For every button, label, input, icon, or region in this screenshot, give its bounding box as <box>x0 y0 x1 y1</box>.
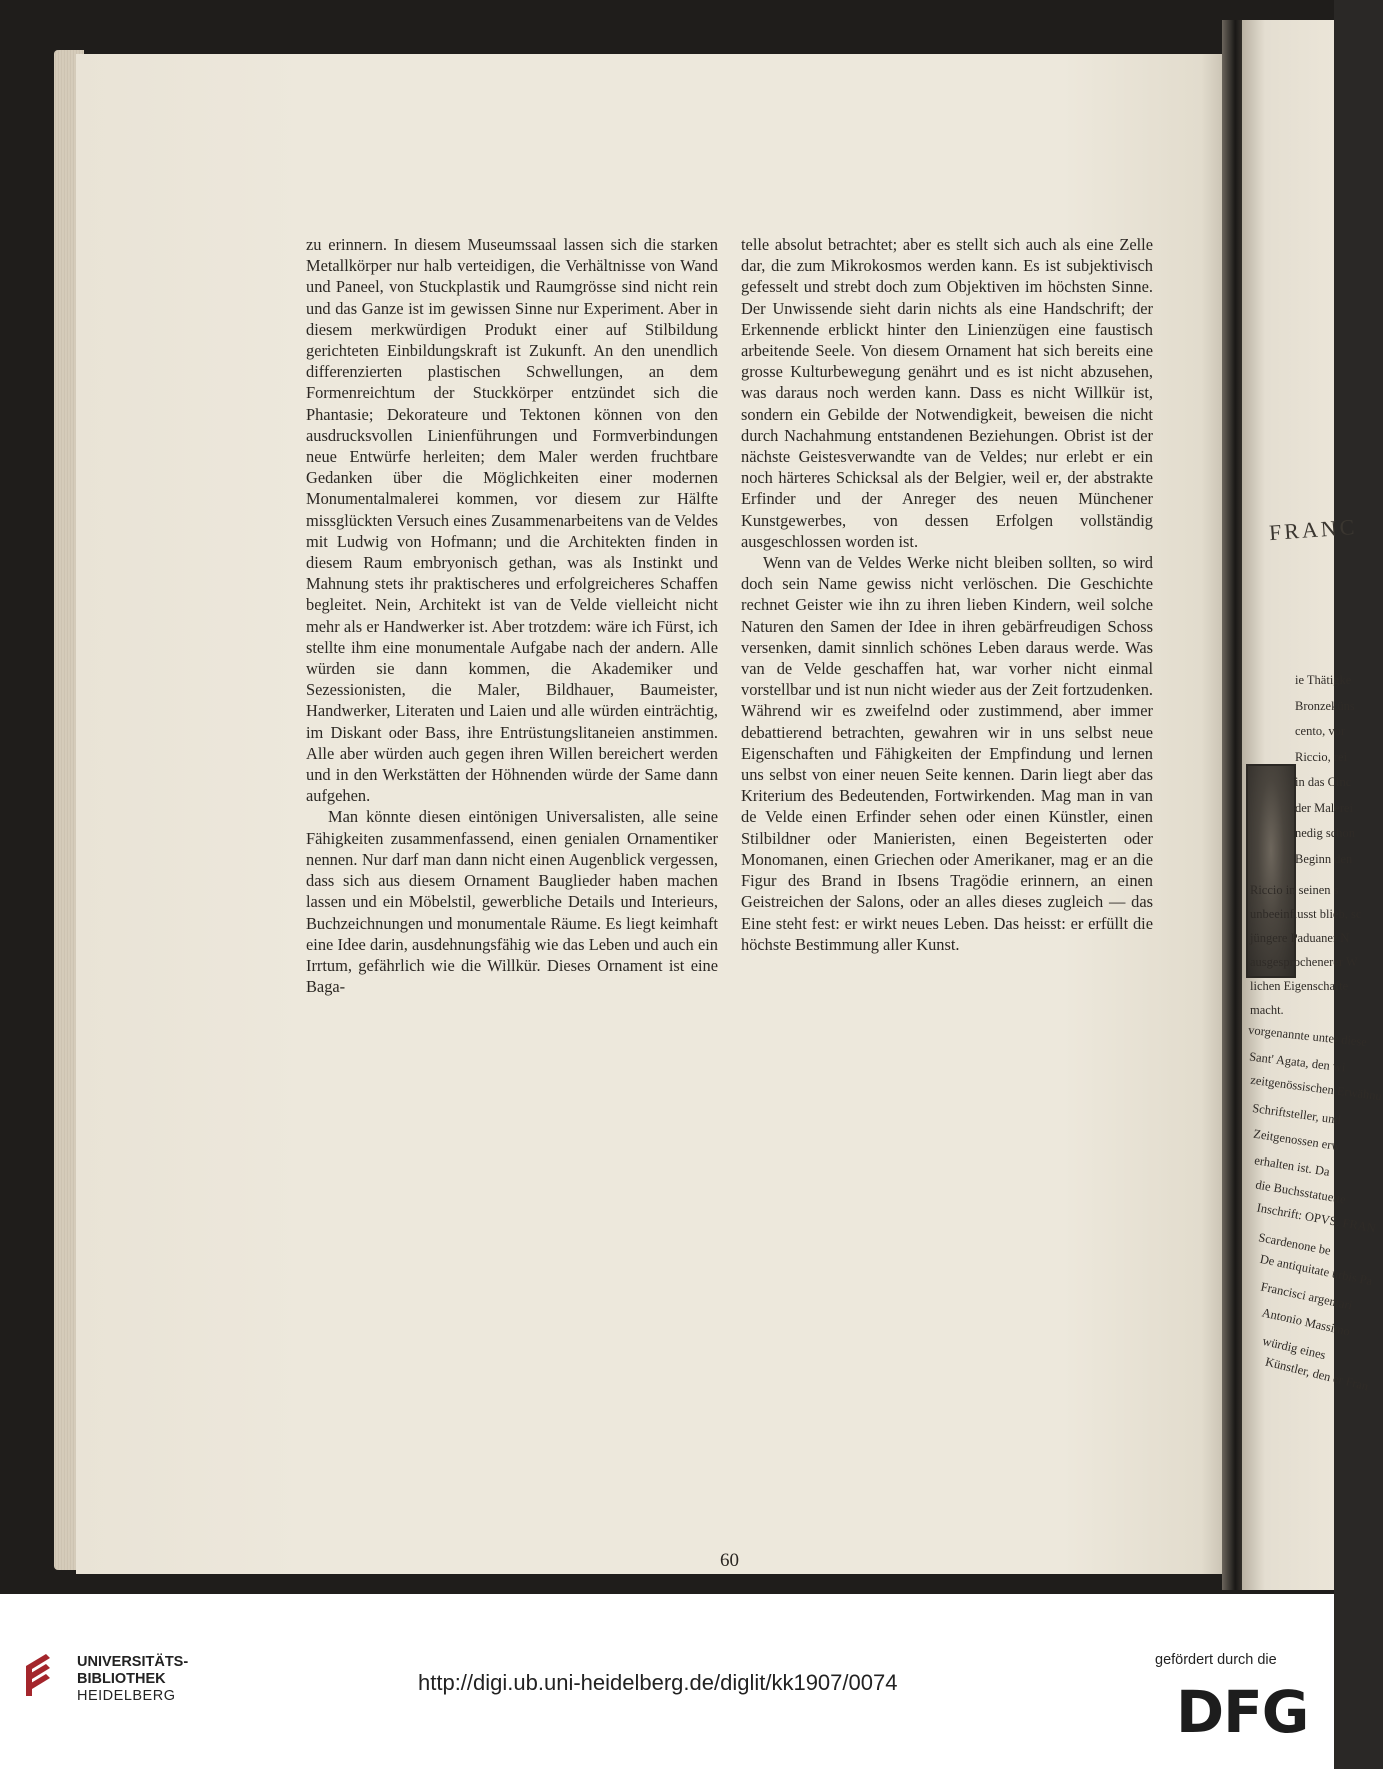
paragraph: telle absolut betrachtet; aber es stellt sich auch als eine Zelle dar, die zum Mikrokosmos werden kann. Es ist subjektivisch gefesselt und strebt doch zum Objektiven im höchsten Sinne. Der Unwissende sieht darin nichts als eine Handschrift; der Erkennende erblickt hinter den Linienzügen eine faustisch arbeitende Seele. Von diesem Ornament hat sich bereits eine grosse Kulturbewegung genährt und es ist nicht abzusehen, was daraus noch werden kann. Dass es nicht Willkür ist, sondern ein Gebilde der Notwendigkeit, beweisen die nicht durch Nachahmung entstandenen Beziehungen. Obrist ist der nächste Geistesverwandte van de Veldes; nur erlebt er ein noch härteres Schicksal als der Belgier, weil er, der abstrakte Erfinder und der Anreger des neuen Münchener Kunstgewerbes, von dessen Erfolgen vollständig ausgeschlossen worden ist. <box>741 235 1153 551</box>
facing-page-line: jüngere Paduaner N <box>1250 931 1350 945</box>
facing-page-line: Antonio Massimo <box>1260 1305 1352 1339</box>
paragraph: Man könnte diesen eintönigen Universalisten, alle seine Fähigkeiten zusammenfassend, einen genialen Ornamentiker nennen. Nur darf man dann nicht einen Augenblick vergessen, dass sich aus diesem Ornament Bauglieder haben machen lassen und ein Möbelstil, gewerbliche Details und Interieurs, Buchzeichnungen und monumentale Räume. Es liegt keimhaft eine Idee darin, ausdehnungsfähig wie das Leben und auch ein Irrtum, gefährlich wie die Willkür. Dieses Ornament ist eine Baga- <box>306 807 718 997</box>
facing-page-line: nedig schon <box>1295 826 1356 840</box>
facing-page-line: ie Thätigke <box>1295 673 1352 687</box>
facing-page-line: macht. <box>1250 1003 1284 1017</box>
right-text-column <box>741 234 1153 955</box>
facing-page-line: der Malerei <box>1295 800 1353 815</box>
facing-page-line: Schriftsteller, und <box>1251 1101 1342 1127</box>
viewer-footer <box>0 1594 1334 1769</box>
facing-page-line: Bronzeküns <box>1295 698 1355 713</box>
facing-page-line: cento, vor <box>1295 724 1345 738</box>
dfg-logo: DFG <box>1176 1678 1309 1746</box>
facing-page-line: Riccio, rei <box>1295 749 1348 764</box>
facing-page-line: Riccio in seinen s <box>1250 883 1339 897</box>
facing-page-line: Künstler, den er Fran <box>1263 1354 1370 1394</box>
facing-page-line: vorgenannte unter diese <box>1247 1022 1368 1050</box>
facing-page-line: Scardenone be <box>1256 1230 1332 1258</box>
page-number: 60 <box>720 1550 739 1571</box>
facing-page-heading: FRANC <box>1268 513 1359 546</box>
facing-page-line: die Buchsstatuette <box>1254 1177 1348 1207</box>
left-text-column <box>306 234 718 997</box>
library-name-line: BIBLIOTHEK <box>77 1671 166 1687</box>
facing-page-line: erhalten ist. Da <box>1253 1153 1331 1179</box>
university-library-logo-icon <box>22 1652 70 1698</box>
facing-page-line: in das Cinc <box>1295 775 1352 789</box>
facing-page-line: De antiquitate urbis Pa <box>1258 1251 1374 1289</box>
library-name-line: UNIVERSITÄTS- <box>77 1654 189 1670</box>
facing-page-line: Beginn den <box>1295 851 1353 866</box>
library-name-line: HEIDELBERG <box>77 1688 176 1704</box>
book-gutter <box>1222 20 1244 1590</box>
paragraph: zu erinnern. In diesem Museumssaal lassen sich die starken Metallkörper nur halb verteidigen, die Verhältnisse von Wand und Paneel, von Stuckplastik und Raumgrösse sind nicht rein und das Ganze ist im gewissen Sinne nur Experiment. Aber in diesem merkwürdigen Produkt einer auf Stilbildung gerichteten Einbildungskraft ist Zukunft. An den unendlich differenzierten plastischen Schwellungen, an dem Formenreichtum der Stuckkörper entzündet sich die Phantasie; Dekorateure und Tektonen können von den ausdrucksvollen Linienführungen und Formverbindungen neue Entwürfe herleiten; dem Maler werden fruchtbare Gedanken über die Möglichkeiten einer modernen Monumentalmalerei kommen, vor diesem zur Hälfte missglückten Versuch eines Zusammenarbeitens van de Veldes mit Ludwig von Hofmann; und die Architekten finden in diesem Raum embryonisch gethan, was als Instinkt und Mahnung stets ihr praktischeres und erfolgreicheres Schaffen begleitet. Nein, Architekt ist van de Velde vielleicht nicht mehr als er Handwerker ist. Aber trotzdem: wäre ich Fürst, ich stellte ihm eine monumentale Aufgabe nach der andern. Alle würden sie dann kommen, die Akademiker und Sezessionisten, die Maler, Bildhauer, Baumeister, Handwerker, Literaten und Laien und alle würden einträchtig, im Diskant oder Bass, ihre Entrüstungslitaneien anstimmen. Alle aber würden auch gegen ihren Willen bereichert werden und in den Werkstätten der Höhnenden würde der Same dann aufgehen. <box>306 235 718 806</box>
facing-page-line: zeitgenössischen Erwähnu <box>1250 1072 1383 1104</box>
facing-page-line: Zeitgenossen erw <box>1252 1126 1342 1154</box>
paragraph: Wenn van de Veldes Werke nicht bleiben sollten, so wird doch sein Name gewiss nicht verlöschen. Die Geschichte rechnet Geister wie ihn zu ihren lieben Kindern, weil solche Naturen den Samen der Idee in ihren gebärfreudigen Schoss versenken, damit sinnlich schönes Leben daraus werde. Was van de Velde geschaffen hat, war vorher nicht einmal vorstellbar und ist nun nicht wieder aus der Zeit fortzudenken. Während wir es zweifelnd oder zustimmend, aber immer debattierend betrachten, gewahren wir in uns selbst neue Eigenschaften und Fähigkeiten der Empfindung und lernen uns selbst von einer neuen Seite kennen. Darin liegt aber das Kriterium des Bedeutenden, Fortwirkenden. Mag man in van de Velde einen Erfinder sehen oder einen Künstler, einen Stilbildner oder Manieristen, einen Begeisterten oder Monomanen, einen Griechen oder Amerikaner, mag er an die Figur des Brand in Ibsens Tragödie erinnern, an einen Geistreichen der Salons, oder an alles dieses zugleich — das Eine steht fest: er wirkt neues Leben. Das heisst: er erfüllt die höchste Bestimmung aller Kunst. <box>741 553 1153 954</box>
facing-page-line: Sant' Agata, den wi <box>1248 1049 1347 1075</box>
facing-page-fragment <box>1242 20 1383 1590</box>
facing-page-line: Inschrift: OPVS. FRAN <box>1256 1200 1378 1236</box>
permalink-url[interactable]: http://digi.ub.uni-heidelberg.de/diglit/kk1907/0074 <box>418 1670 898 1695</box>
library-name <box>77 1654 188 1705</box>
facing-page-line: Francisci argentari <box>1259 1279 1354 1313</box>
funding-label: gefördert durch die <box>1155 1652 1277 1668</box>
facing-page-line: würdig eines <box>1261 1333 1328 1363</box>
facing-page-line: ausgesprochenerer W <box>1250 955 1358 969</box>
facing-page-line: lichen Eigenschafte <box>1250 979 1349 993</box>
facing-page-line: unbeeinflusst blieb, sc <box>1250 907 1362 921</box>
